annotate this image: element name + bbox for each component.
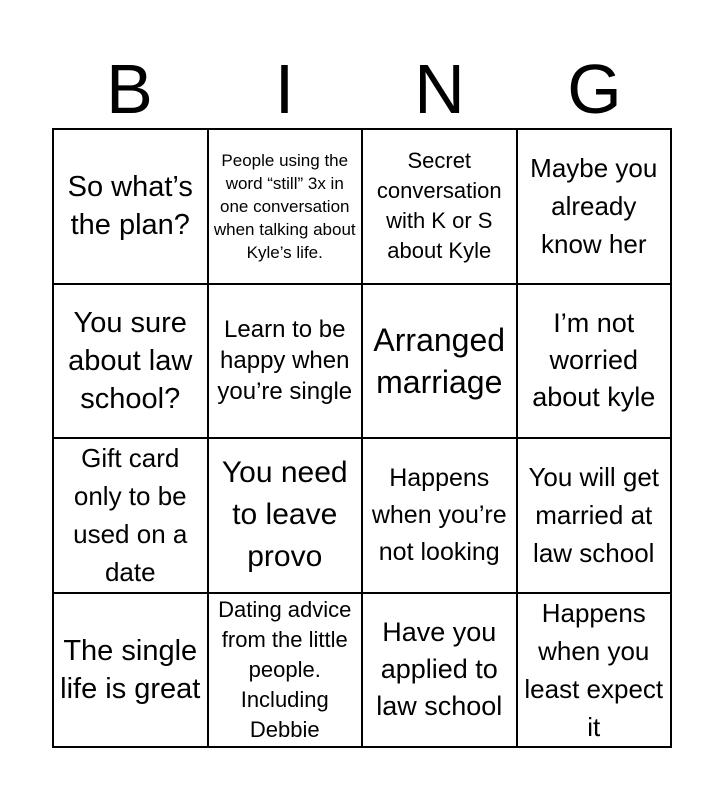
bingo-cell-r3-c2[interactable]: [208, 438, 363, 593]
bingo-cell-r1-c2[interactable]: [208, 129, 363, 284]
cell-text: Maybe you already know her: [530, 153, 658, 260]
bingo-cell-r2-c2[interactable]: [208, 284, 363, 439]
bingo-cell-r4-c4[interactable]: [517, 593, 672, 748]
bingo-cell-r2-c4[interactable]: [517, 284, 672, 439]
cell-text: Have you applied to law school: [376, 617, 503, 722]
bingo-cell-r2-c3[interactable]: [362, 284, 517, 439]
cell-text: You will get married at law school: [528, 462, 660, 569]
cell-text: So what’s the plan?: [67, 171, 193, 242]
cell-text: Happens when you least expect it: [524, 597, 664, 742]
cell-text: You need to leave provo: [221, 456, 348, 574]
bingo-cell-r1-c3[interactable]: [362, 129, 517, 284]
bingo-cell-r4-c2[interactable]: [208, 593, 363, 748]
cell-text: Secret conversation with K or S about Kyle: [376, 148, 502, 264]
cell-text: Gift card only to be used on a date: [73, 443, 188, 588]
cell-text: The single life is great: [60, 634, 201, 705]
bingo-board: [52, 128, 672, 748]
bingo-cell-r4-c1[interactable]: [53, 593, 208, 748]
cell-text: Dating advice from the little people. Including Debbie: [218, 596, 352, 742]
header-letter-g: G: [567, 50, 622, 128]
cell-text: Learn to be happy when you’re single: [217, 316, 353, 406]
header-letter-n: N: [414, 50, 465, 128]
bingo-cell-r3-c4[interactable]: [517, 438, 672, 593]
bingo-cell-r1-c4[interactable]: [517, 129, 672, 284]
bingo-cell-r1-c1[interactable]: [53, 129, 208, 284]
cell-text: People using the word “still” 3x in one conversation when talking about Kyle’s life.: [213, 150, 356, 262]
bingo-cell-r3-c1[interactable]: [53, 438, 208, 593]
bingo-cell-r3-c3[interactable]: [362, 438, 517, 593]
header-letter-b: B: [106, 50, 153, 128]
bingo-header: [52, 50, 672, 128]
bingo-cell-r2-c1[interactable]: [53, 284, 208, 439]
bingo-cell-r4-c3[interactable]: [362, 593, 517, 748]
cell-text: Happens when you’re not looking: [371, 463, 507, 566]
cell-text: You sure about law school?: [68, 306, 193, 415]
cell-text: Arranged marriage: [373, 321, 506, 400]
cell-text: I’m not worried about kyle: [532, 308, 656, 413]
header-letter-i: I: [274, 50, 295, 128]
